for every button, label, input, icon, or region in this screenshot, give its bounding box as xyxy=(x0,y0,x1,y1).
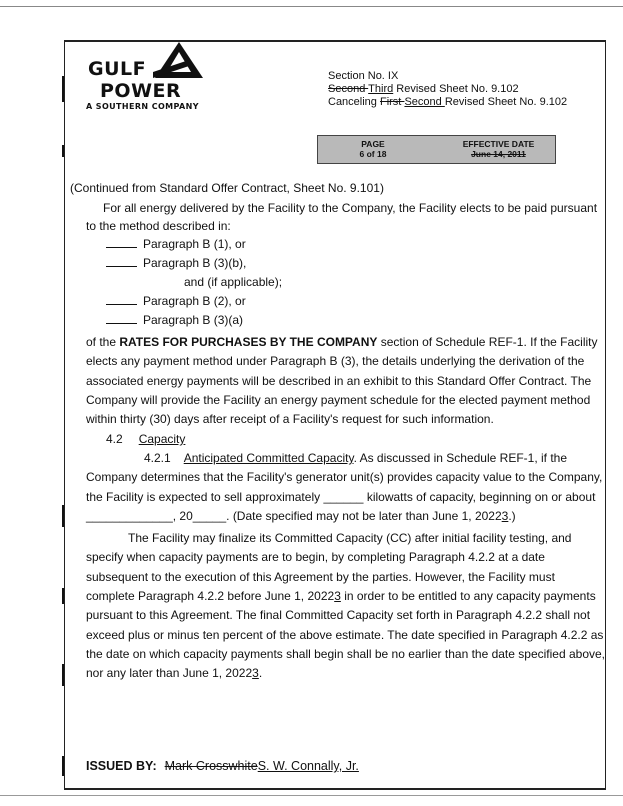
section-number: 4.2.1 xyxy=(144,451,171,465)
logo-line-gulf: GULF xyxy=(88,58,147,80)
sheet-line xyxy=(328,83,567,96)
blank-line xyxy=(106,247,137,248)
inserted-text: S. W. Connally, Jr. xyxy=(257,759,359,773)
inserted-text: Second xyxy=(404,96,445,108)
option-label: Paragraph B (1), or xyxy=(143,237,246,251)
paragraph-line: the Facility is expected to sell approximately ______ kilowatts of capacity, beginning on or about xyxy=(86,490,596,504)
option-item xyxy=(106,313,243,327)
paragraph-line: Company determines that the Facility's generator unit(s) provides capacity value to the Company, xyxy=(86,470,603,484)
paragraph-line: elects any payment method under Paragraph B (3), the details underlying the derivation of the xyxy=(86,354,585,368)
paragraph-line xyxy=(86,666,262,680)
paragraph-line: exceed plus or minus ten percent of the above estimate. The date specified in Paragraph 4.2.2 as xyxy=(86,628,604,642)
section-info xyxy=(328,70,567,109)
revision-bar xyxy=(62,76,64,102)
option-note: and (if applicable); xyxy=(184,275,283,289)
gulf-power-logo xyxy=(88,42,228,112)
paragraph-line: within thirty (30) days after receipt of a Facility's request for such information. xyxy=(86,412,494,426)
section-title: Capacity xyxy=(138,432,186,446)
text-run: .) xyxy=(508,509,516,523)
canceling-prefix: Canceling xyxy=(328,96,380,108)
triangle-logo-icon xyxy=(153,42,203,82)
paragraph-line: specify when capacity payments are to begin, by completing Paragraph 4.2.2 at a date xyxy=(86,550,545,564)
option-item xyxy=(106,237,246,251)
blank-line xyxy=(106,304,137,305)
page-value: 6 of 18 xyxy=(359,149,387,159)
logo-line-southern: A SOUTHERN COMPANY xyxy=(86,102,199,111)
text-run: nor any later than June 1, 2022 xyxy=(86,666,253,680)
sheet-rest: Revised Sheet No. 9.102 xyxy=(393,83,519,95)
revision-bar xyxy=(62,145,64,157)
paragraph-line xyxy=(86,335,598,349)
section-number: Section No. IX xyxy=(328,70,399,82)
text-run: . As discussed in Schedule REF-1, if the xyxy=(353,451,568,465)
paragraph-line: subsequent to the execution of this Agreement by the parties. However, the Facility must xyxy=(86,570,555,584)
struck-text: Mark Crosswhite xyxy=(164,759,258,773)
effective-date-value: June 14, 2011 xyxy=(471,149,526,159)
effective-date-label: EFFECTIVE DATE xyxy=(462,139,535,149)
section-title: Anticipated Committed Capacity xyxy=(183,451,354,465)
paragraph-line: the date on which capacity payments shall begin shall be no earlier than the date specified above, xyxy=(86,647,605,661)
option-label: Paragraph B (3)(b), xyxy=(143,256,247,270)
paragraph-line xyxy=(86,509,516,523)
text-run: section of Schedule REF-1. If the Facility xyxy=(377,335,598,349)
issued-by-label: ISSUED BY: xyxy=(86,759,157,773)
paragraph-line: Company will provide the Facility an energy payment schedule for the elected payment method xyxy=(86,393,591,407)
revision-bar xyxy=(62,756,64,776)
text-run: . xyxy=(258,666,263,680)
paragraph-line xyxy=(86,589,596,603)
blank-line xyxy=(106,266,137,267)
top-rule xyxy=(0,6,623,7)
inserted-text: Third xyxy=(368,83,394,95)
paragraph-line: associated energy payments will be described in an exhibit to this Standard Offer Contract. The xyxy=(86,374,592,388)
inserted-text: 3 xyxy=(501,509,509,523)
blank-line xyxy=(106,323,137,324)
bold-heading-ref: RATES FOR PURCHASES BY THE COMPANY xyxy=(119,335,378,349)
canceling-line xyxy=(328,96,567,109)
continued-note: (Continued from Standard Offer Contract, Sheet No. 9.101) xyxy=(70,181,384,195)
page-cell xyxy=(318,136,428,163)
option-item xyxy=(106,256,246,270)
option-label: Paragraph B (3)(a) xyxy=(143,313,244,327)
section-number: 4.2 xyxy=(106,432,123,446)
logo-line-power: POWER xyxy=(100,80,182,102)
effective-date-cell xyxy=(442,136,555,163)
paragraph-line: The Facility may finalize its Committed Capacity (CC) after initial facility testing, and xyxy=(128,531,572,545)
revision-bar xyxy=(62,664,64,686)
paragraph-line xyxy=(144,451,567,465)
text-run: of the xyxy=(86,335,120,349)
inserted-text: 3 xyxy=(334,589,341,603)
text-run: _____________, 20_____. (Date specified may not be later than June 1, 2022 xyxy=(86,509,502,523)
paragraph-line: For all energy delivered by the Facility to the Company, the Facility elects to be paid pursuant xyxy=(103,201,598,215)
section-4-2-heading xyxy=(106,432,185,446)
bottom-rule xyxy=(0,795,623,796)
paragraph-line: to the method described in: xyxy=(86,219,231,233)
issued-by xyxy=(86,759,359,773)
revision-bar xyxy=(62,588,64,604)
revision-bar xyxy=(62,505,64,527)
page-label: PAGE xyxy=(361,139,385,149)
option-item xyxy=(106,294,246,308)
text-run: complete Paragraph 4.2.2 before June 1, 2022 xyxy=(86,589,335,603)
paragraph-line: pursuant to this Agreement. The final Committed Capacity set forth in Paragraph 4.2.2 shall not xyxy=(86,608,591,622)
canceling-rest: Revised Sheet No. 9.102 xyxy=(444,96,568,108)
text-run: in order to be entitled to any capacity payments xyxy=(340,589,596,603)
struck-text: First xyxy=(379,96,405,108)
struck-text: Second xyxy=(328,83,369,95)
inserted-text: 3 xyxy=(252,666,259,680)
page-date-box xyxy=(317,135,556,164)
option-label: Paragraph B (2), or xyxy=(143,294,246,308)
